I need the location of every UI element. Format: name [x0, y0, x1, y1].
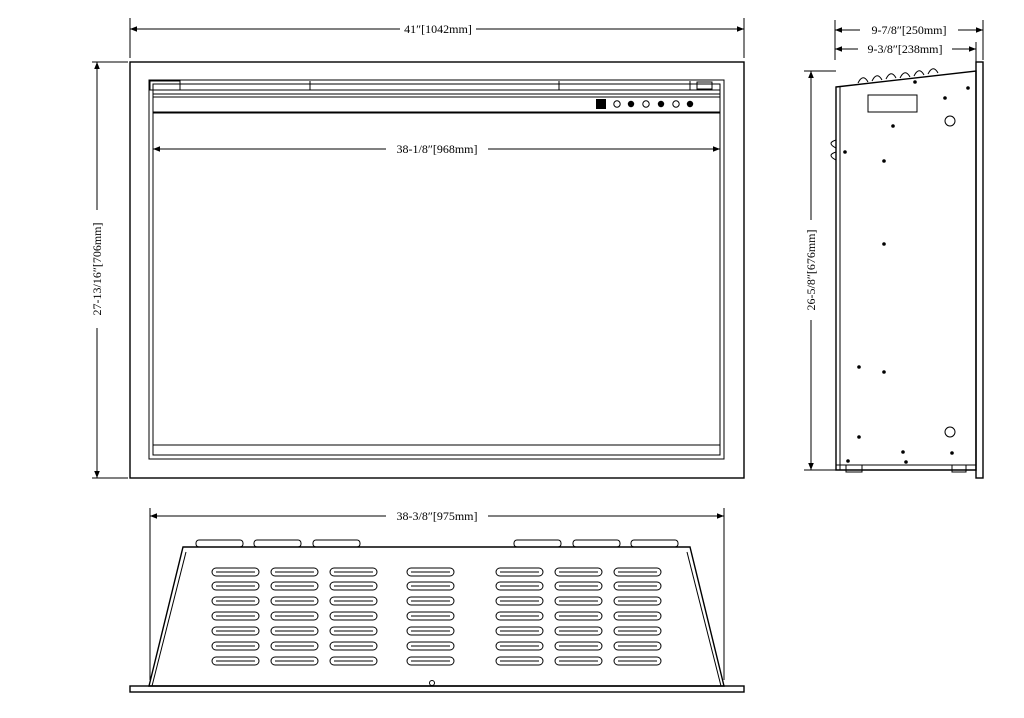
- bottom-view: [130, 508, 744, 692]
- front-width-label: 41″[1042mm]: [404, 22, 472, 36]
- power-switch-icon: [596, 99, 606, 109]
- front-height-label: 27-13/16″[706mm]: [90, 222, 104, 316]
- rating-label-plate: [868, 95, 917, 112]
- bottom-base-plate: [130, 686, 744, 692]
- bottom-width-label: 38-3/8″[975mm]: [396, 509, 478, 523]
- front-inner-width-label: 38-1/8″[968mm]: [396, 142, 478, 156]
- side-front-frame: [976, 62, 983, 478]
- side-view: [804, 20, 983, 478]
- front-inner-frame: [149, 80, 724, 459]
- side-body-depth-label: 9-3/8″[238mm]: [867, 42, 943, 56]
- control-button-icon: [628, 101, 634, 107]
- vent-slots: [212, 568, 661, 665]
- control-button-icon: [643, 101, 649, 107]
- front-outer-frame: [130, 62, 744, 478]
- control-button-icon: [673, 101, 679, 107]
- control-button-icon: [658, 101, 664, 107]
- side-depth-label: 9-7/8″[250mm]: [871, 23, 947, 37]
- top-tabs: [196, 540, 678, 547]
- side-body: [836, 71, 976, 470]
- front-view: [90, 18, 744, 478]
- side-height-label: 26-5/8″[676mm]: [804, 229, 818, 311]
- control-button-icon: [687, 101, 693, 107]
- control-button-icon: [614, 101, 620, 107]
